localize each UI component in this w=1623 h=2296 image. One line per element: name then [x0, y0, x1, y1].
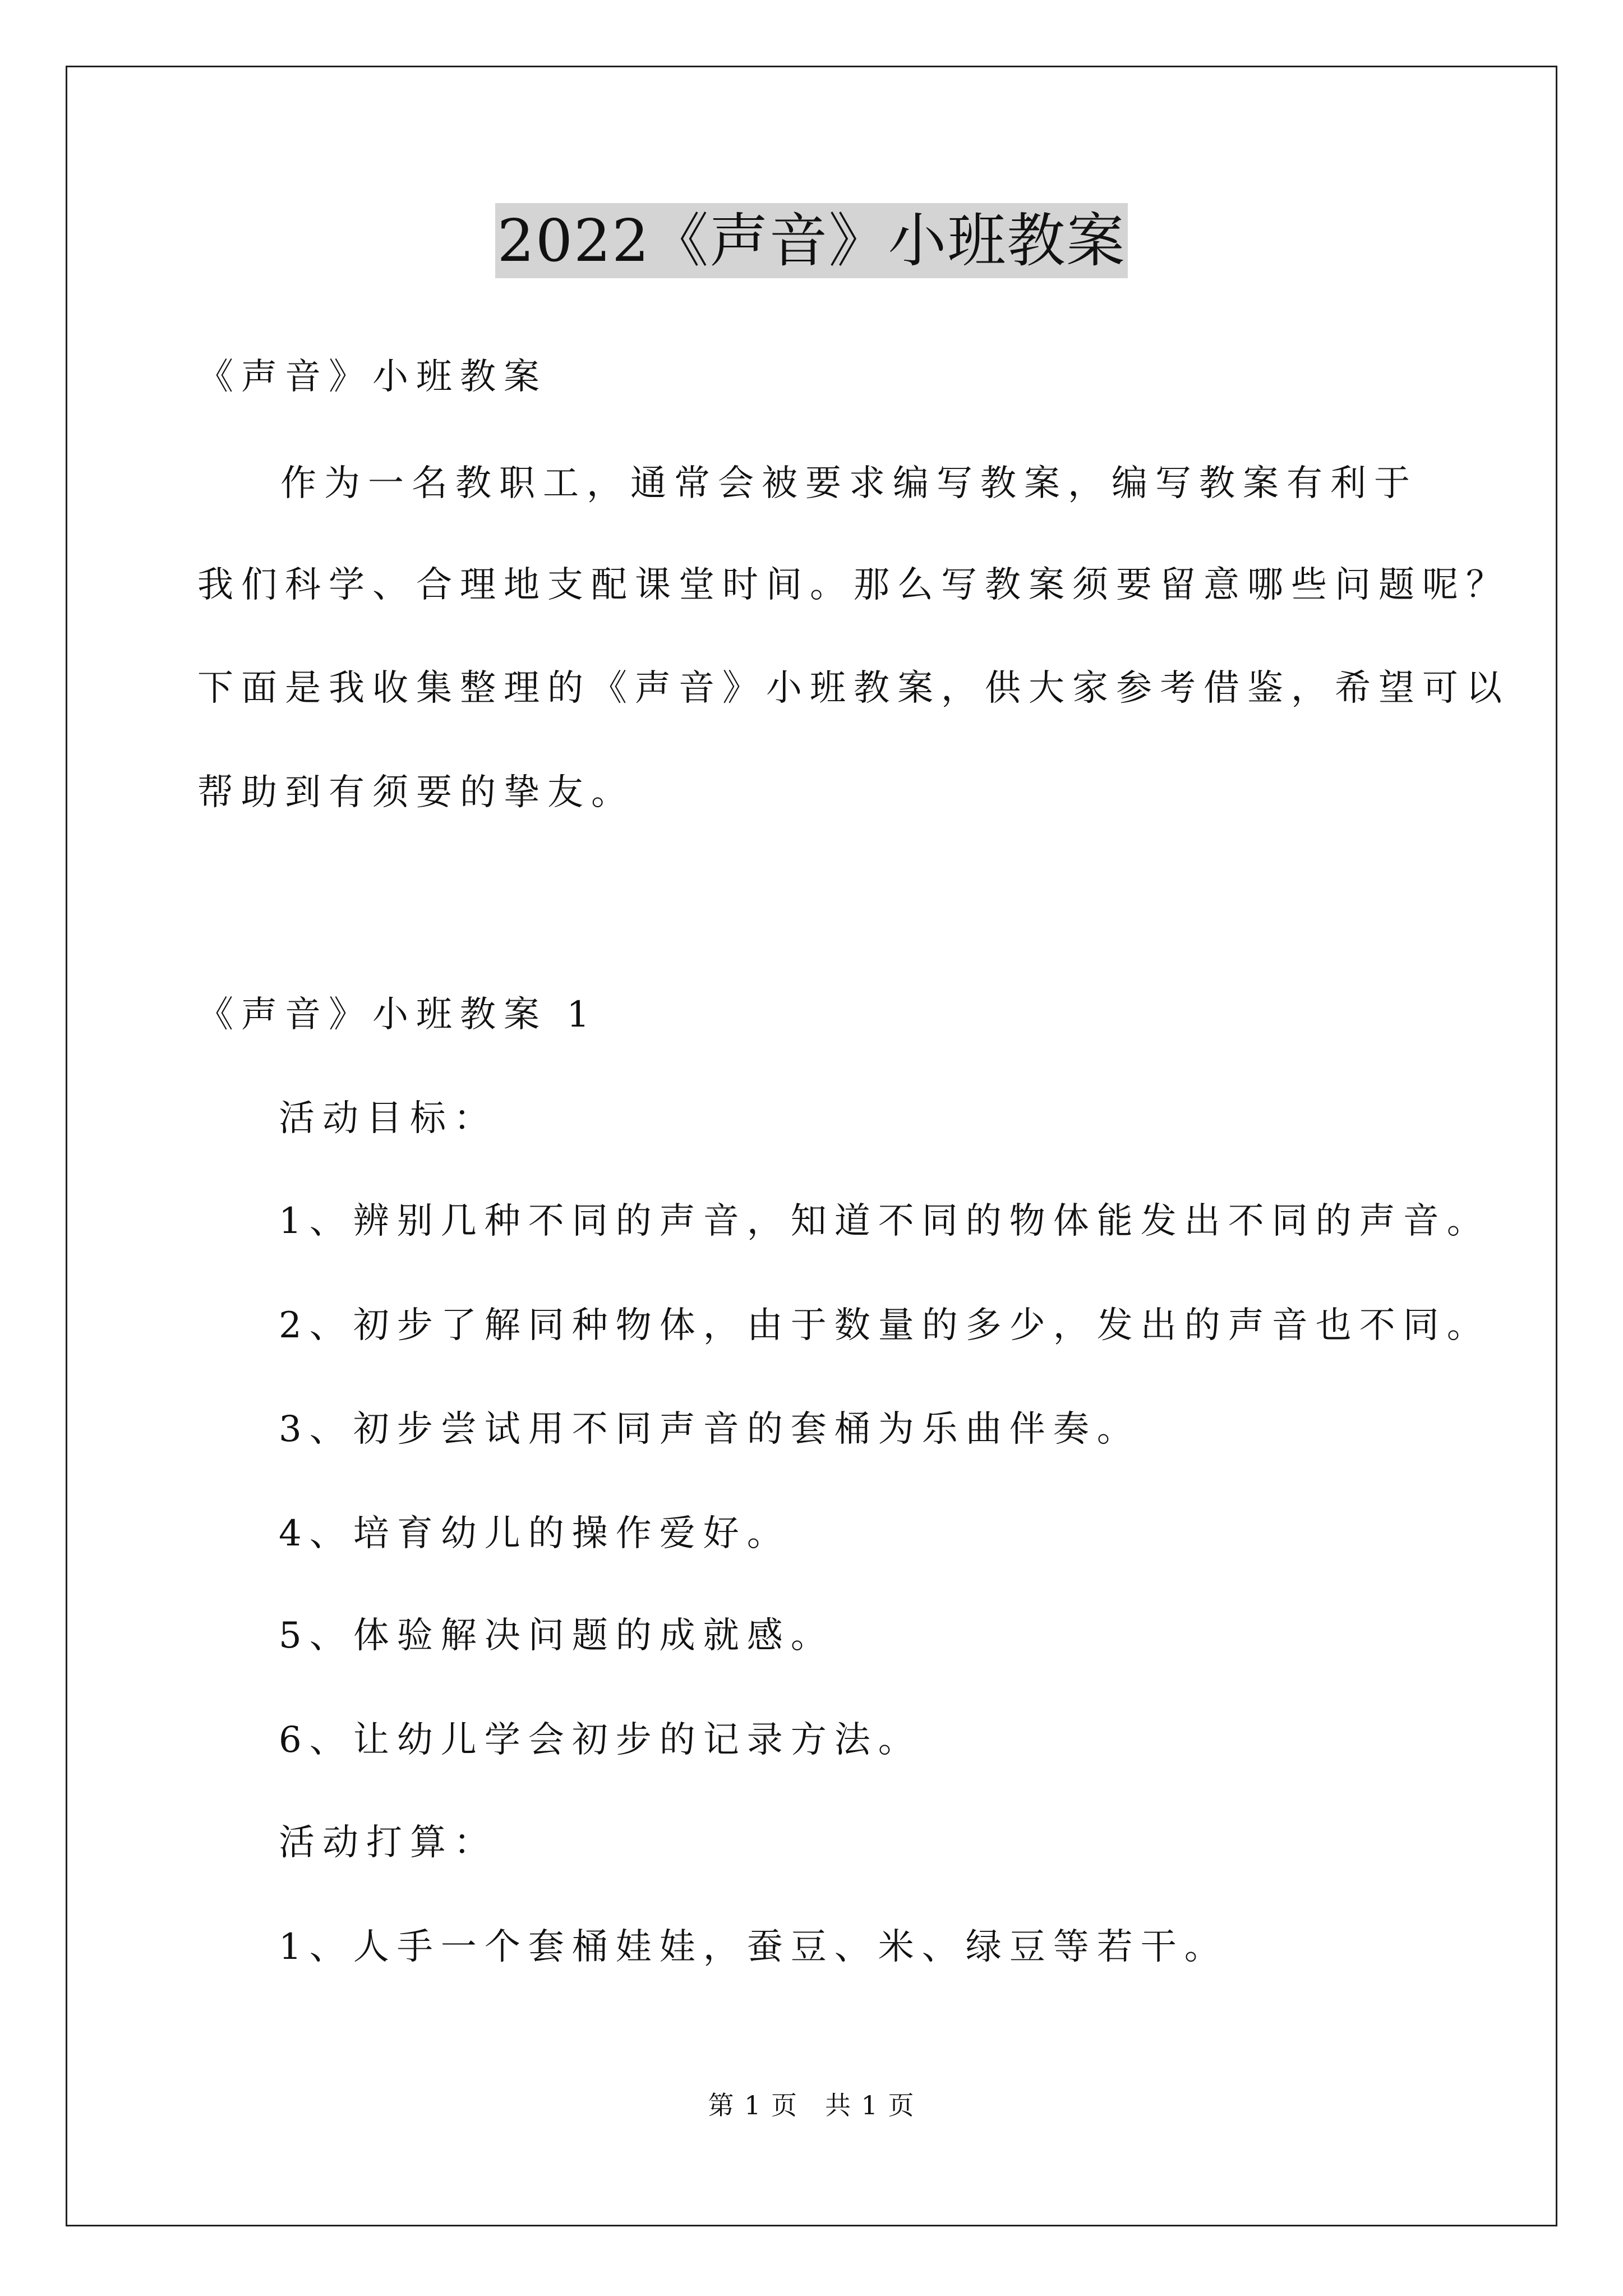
- goal-item-4: 4、培育幼儿的操作爱好。: [279, 1513, 791, 1554]
- document-title: 2022《声音》小班教案: [495, 203, 1128, 278]
- title-container: [0, 203, 1623, 278]
- goal-item-1: 1、辨别几种不同的声音，知道不同的物体能发出不同的声音。: [279, 1200, 1491, 1242]
- intro-line-2: 我们科学、合理地支配课堂时间。那么写教案须要留意哪些问题呢？: [197, 564, 1510, 606]
- goal-item-5: 5、体验解决问题的成就感。: [279, 1615, 834, 1657]
- prep-item-1: 1、人手一个套桶娃娃，蚕豆、米、绿豆等若干。: [279, 1926, 1228, 1968]
- intro-line-4: 帮助到有须要的挚友。: [197, 772, 635, 813]
- goal-item-6: 6、让幼儿学会初步的记录方法。: [279, 1719, 922, 1761]
- goals-heading: 活动目标：: [279, 1098, 497, 1139]
- goal-item-3: 3、初步尝试用不同声音的套桶为乐曲伴奏。: [279, 1409, 1141, 1450]
- section-heading: 《声音》小班教案 1: [197, 994, 598, 1036]
- intro-line-1: 作为一名教职工，通常会被要求编写教案，编写教案有利于: [280, 463, 1418, 504]
- page-footer: 第 1 页 共 1 页: [708, 2090, 915, 2120]
- document-subtitle: 《声音》小班教案: [197, 356, 547, 398]
- intro-line-3: 下面是我收集整理的《声音》小班教案，供大家参考借鉴，希望可以: [197, 668, 1510, 709]
- prep-heading: 活动打算：: [279, 1822, 497, 1864]
- goal-item-2: 2、初步了解同种物体，由于数量的多少，发出的声音也不同。: [279, 1305, 1491, 1346]
